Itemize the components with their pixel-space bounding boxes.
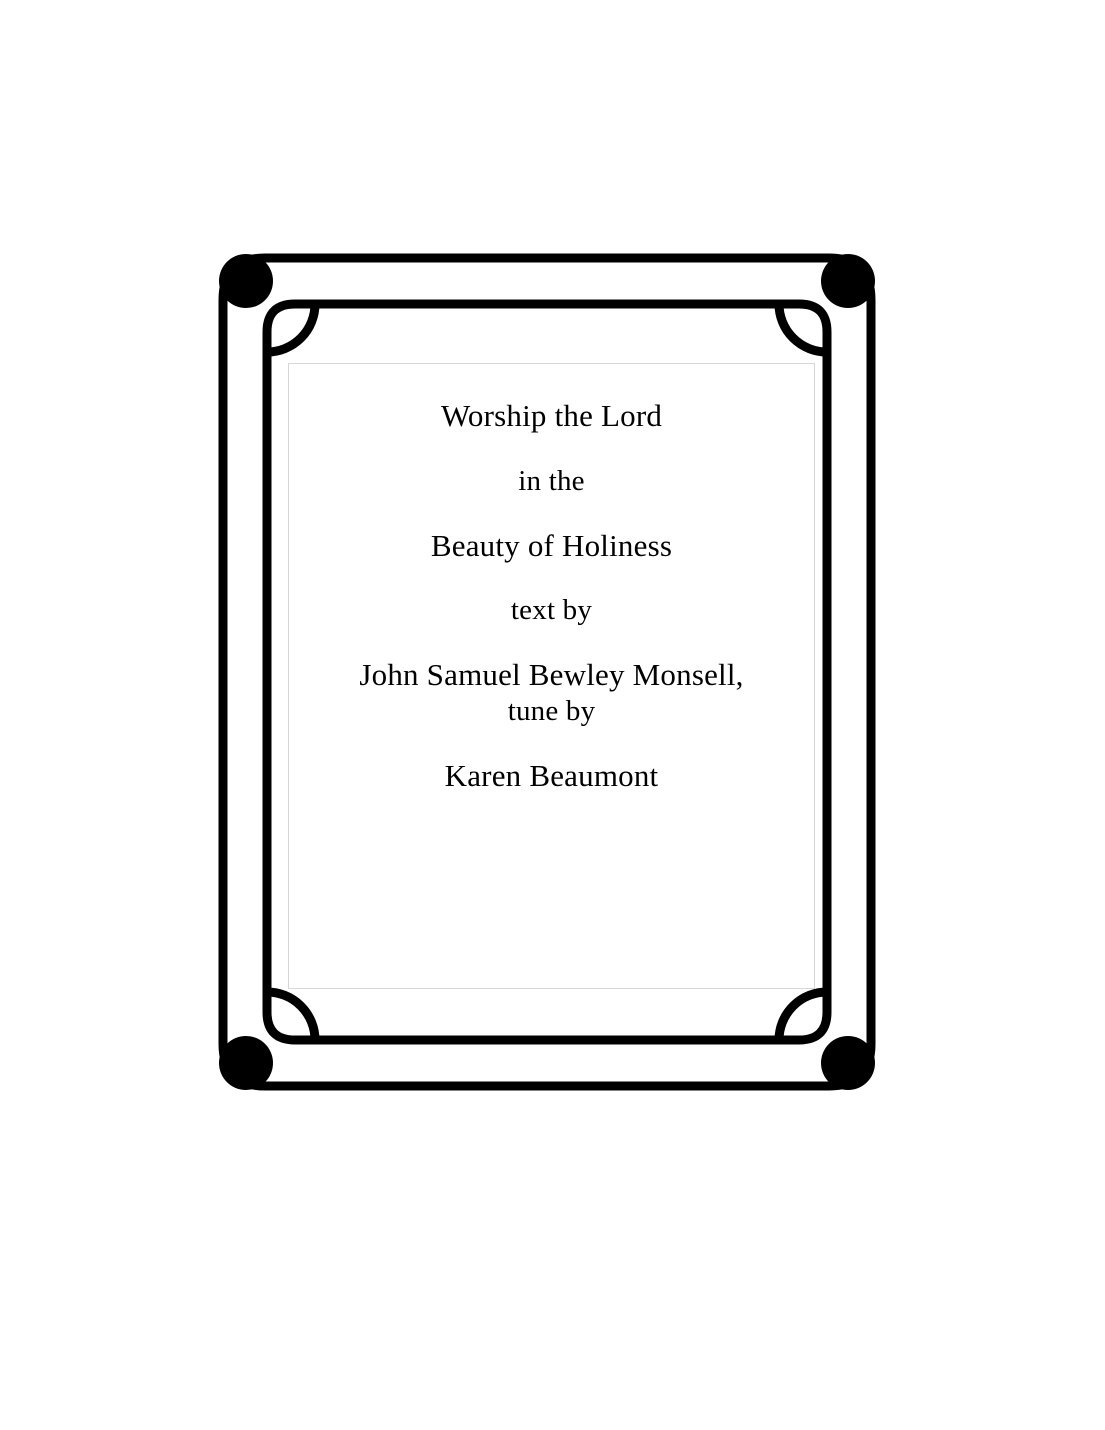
author-name: John Samuel Bewley Monsell, — [359, 657, 744, 693]
title-line-1: Worship the Lord — [440, 398, 663, 433]
credit-label-tune-by: tune by — [507, 695, 596, 728]
corner-dot-bottom-right — [821, 1036, 875, 1090]
credit-label-text-by: text by — [510, 594, 593, 627]
title-line-3: Beauty of Holiness — [430, 527, 673, 563]
corner-dot-top-left — [219, 254, 273, 308]
title-block — [288, 400, 815, 793]
composer-name: Karen Beaumont — [444, 757, 659, 793]
corner-dot-bottom-left — [219, 1036, 273, 1090]
corner-dot-top-right — [821, 254, 875, 308]
title-line-2: in the — [518, 464, 585, 497]
